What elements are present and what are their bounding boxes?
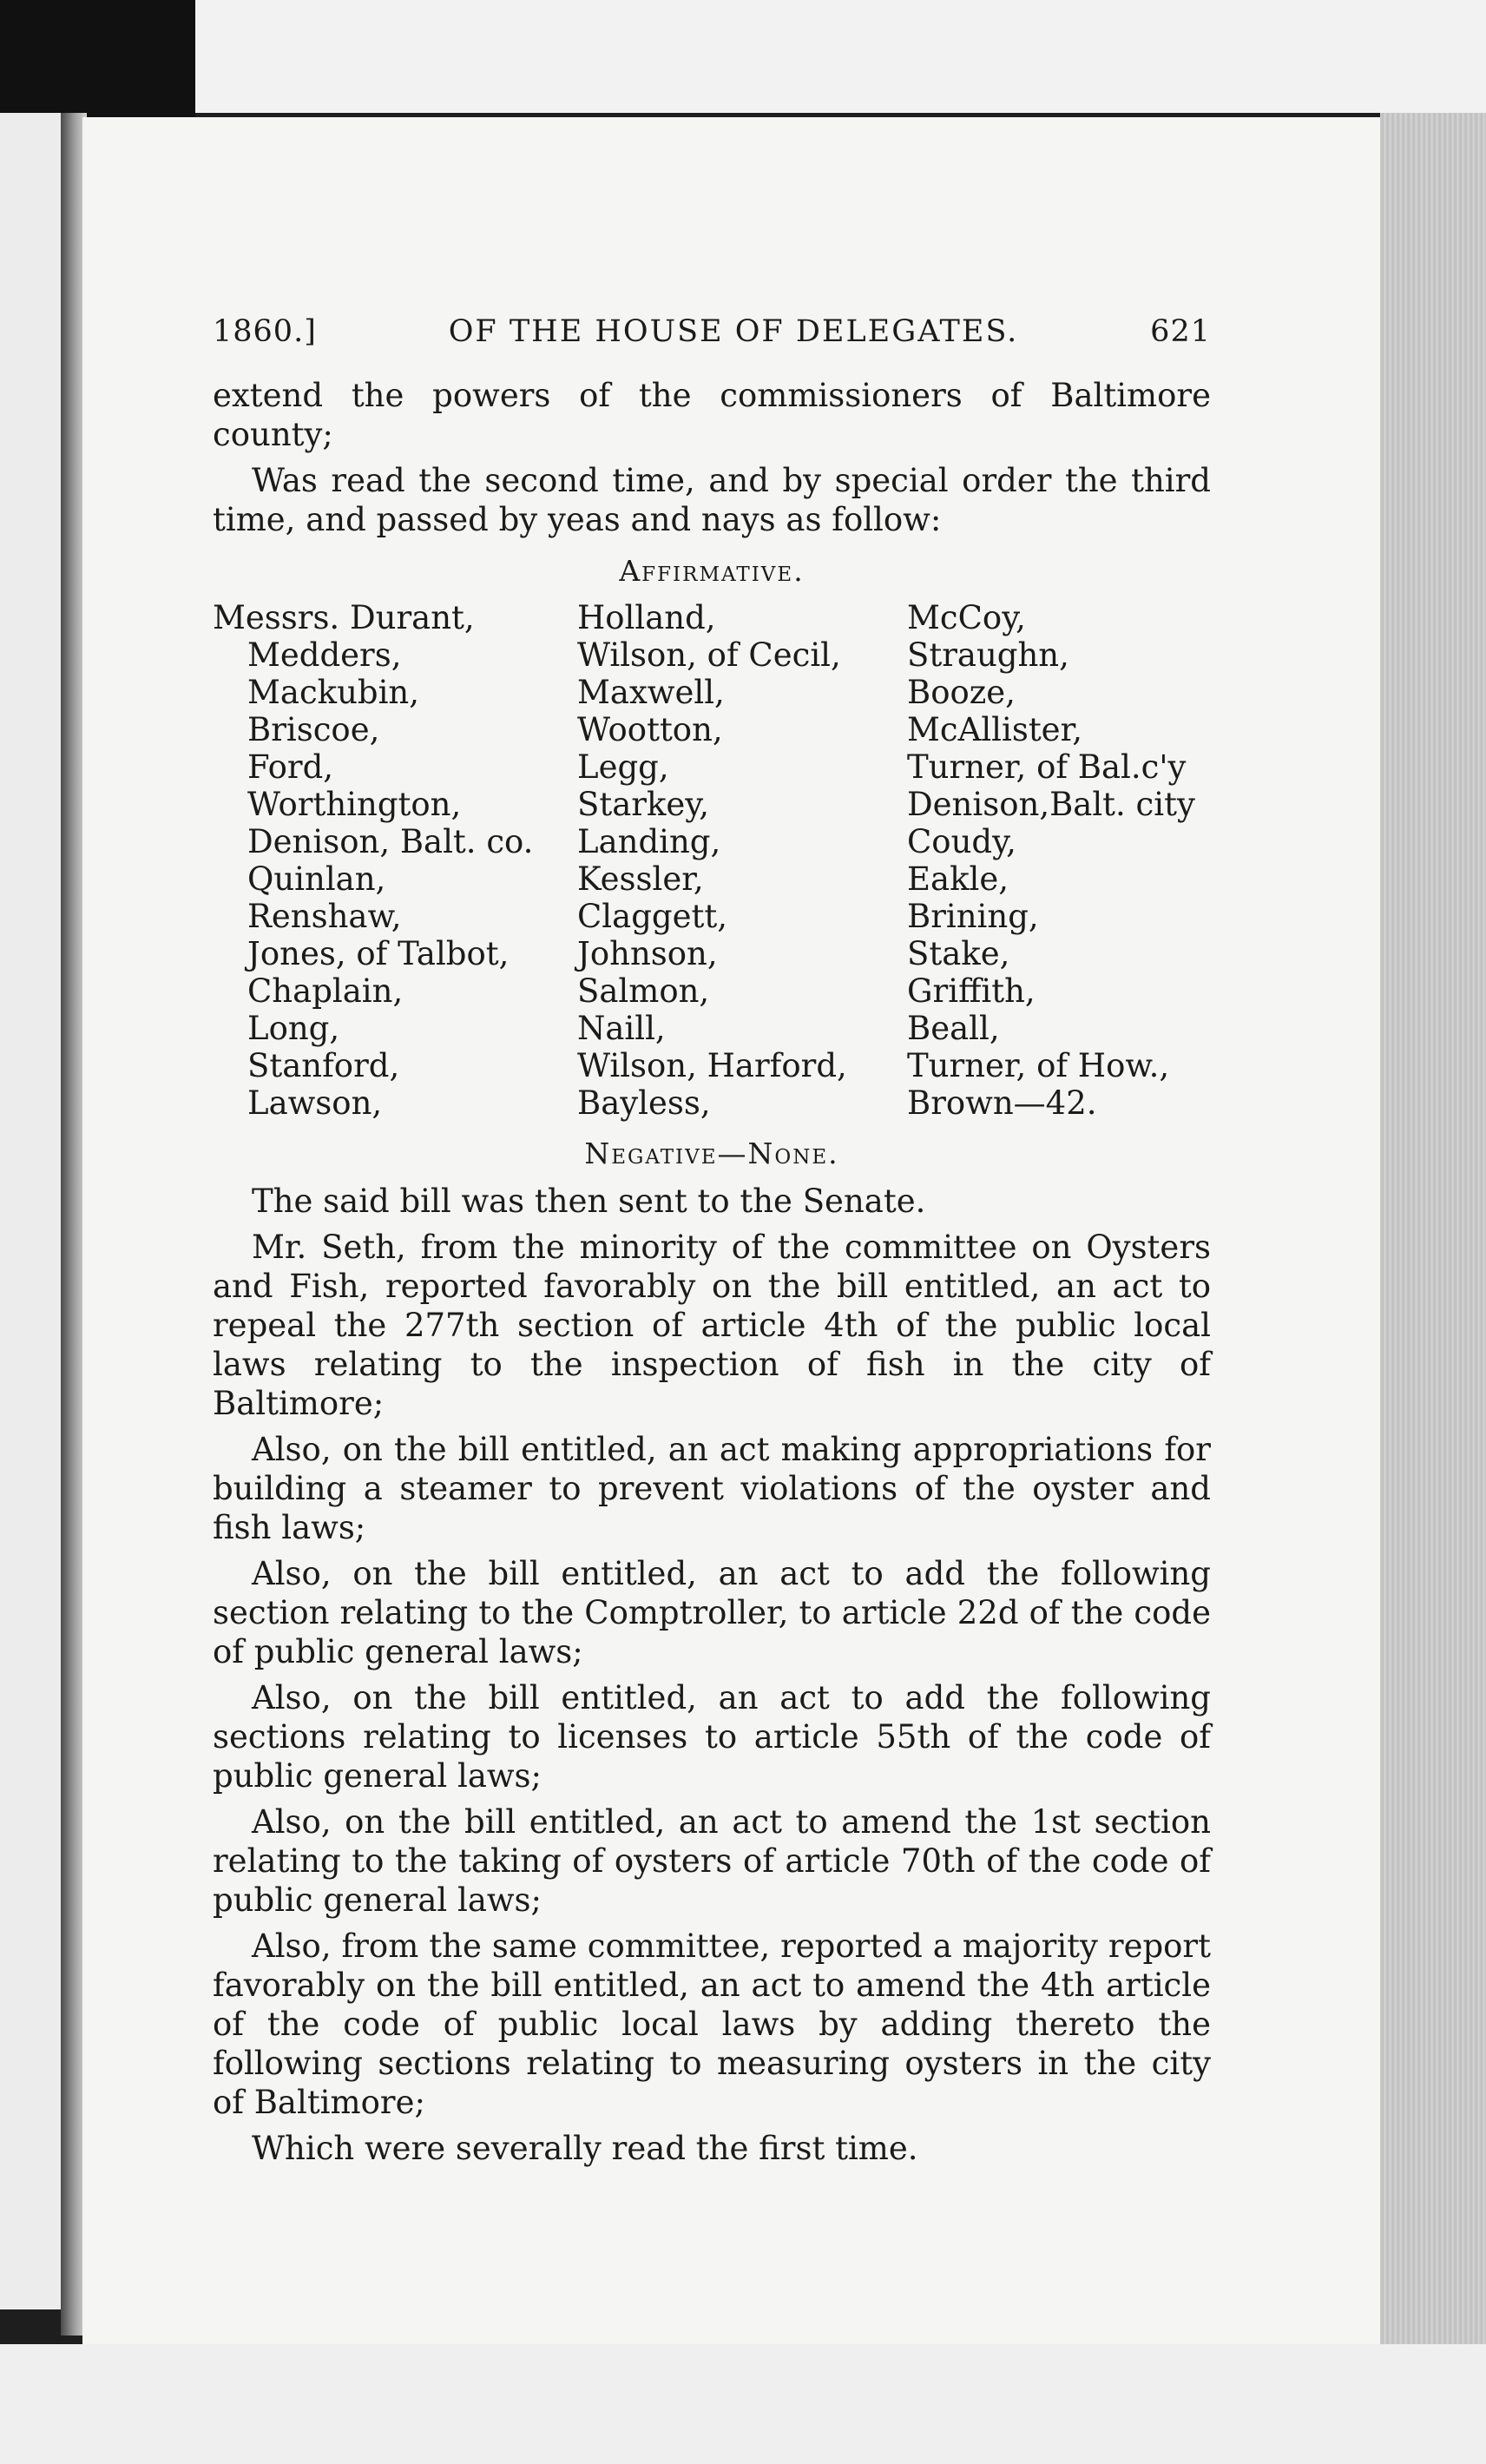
voter-name: Quinlan, (247, 860, 386, 898)
paragraph: Also, on the bill entitled, an act to add the following section relating to the Comptroller, to article 22d of the code of public general laws; (213, 1555, 1211, 1670)
voter-name: Turner, of Bal.c'y (907, 748, 1187, 786)
paragraph: Was read the second time, and by special order the third time, and passed by yeas and nays as follow: (213, 462, 1211, 538)
voter-name: Briscoe, (247, 711, 380, 748)
voter-name: Starkey, (577, 786, 710, 823)
voter-name: Brown—42. (907, 1084, 1097, 1122)
voter-name: Beall, (907, 1010, 1000, 1047)
paragraph: The said bill was then sent to the Senate. (252, 1183, 926, 1220)
voter-name: Kessler, (577, 860, 704, 898)
paragraph: Also, on the bill entitled, an act to amend the 1st section relating to the taking of oysters of article 70th of the code of public general laws; (213, 1803, 1211, 1919)
voter-name: Medders, (247, 636, 402, 674)
running-header (213, 313, 1211, 352)
voter-name: Salmon, (577, 972, 710, 1010)
paragraph: extend the powers of the commissioners of Baltimore county; (213, 377, 1211, 453)
voter-name: Turner, of How., (907, 1047, 1170, 1084)
left-page-edge (0, 113, 68, 2309)
voter-name: Wilson, Harford, (577, 1047, 847, 1084)
voter-name: Eakle, (907, 860, 1009, 898)
voter-name: Denison, Balt. co. (247, 823, 534, 860)
vote-column-3 (907, 599, 1211, 1122)
affirmative-heading: Affirmative. (619, 554, 805, 588)
affirmative-vote-list (213, 599, 1211, 1122)
voter-name: Landing, (577, 823, 721, 860)
header-title: OF THE HOUSE OF DELEGATES. (448, 314, 1019, 349)
voter-name: Mackubin, (247, 674, 420, 711)
bottom-background (0, 2344, 1486, 2464)
voter-name: Maxwell, (577, 674, 725, 711)
voter-name: Denison,Balt. city (907, 786, 1195, 823)
page-text (213, 313, 1211, 2175)
voter-name: Wootton, (577, 711, 723, 748)
voter-name: Ford, (247, 748, 334, 786)
voter-name: Messrs. Durant, (213, 599, 475, 636)
paragraph: Also, on the bill entitled, an act to add the following sections relating to licenses to article 55th of the code of public general laws; (213, 1679, 1211, 1795)
voter-name: Johnson, (577, 935, 718, 972)
voter-name: Booze, (907, 674, 1016, 711)
voter-name: Claggett, (577, 898, 727, 935)
voter-name: Lawson, (247, 1084, 383, 1122)
top-background (0, 0, 1486, 113)
voter-name: McCoy, (907, 599, 1026, 636)
vote-column-1 (213, 599, 577, 1122)
voter-name: Long, (247, 1010, 340, 1047)
voter-name: Wilson, of Cecil, (577, 636, 841, 674)
voter-name: McAllister, (907, 711, 1082, 748)
voter-name: Worthington, (247, 786, 462, 823)
voter-name: Renshaw, (247, 898, 402, 935)
voter-name: Naill, (577, 1010, 666, 1047)
voter-name: Chaplain, (247, 972, 404, 1010)
voter-name: Holland, (577, 599, 716, 636)
voter-name: Legg, (577, 748, 669, 786)
header-year: 1860.] (213, 314, 317, 349)
paragraph: Which were severally read the first time. (252, 2130, 918, 2167)
paragraph: Also, from the same committee, reported a majority report favorably on the bill entitled, an act to amend the 4th article of the code of public local laws by adding thereto the following sections relating to measuring oysters in the city of Baltimore; (213, 1927, 1211, 2121)
voter-name: Bayless, (577, 1084, 711, 1122)
paragraph: Also, on the bill entitled, an act making appropriations for building a steamer to prevent violations of the oyster and fish laws; (213, 1431, 1211, 1546)
voter-name: Jones, of Talbot, (247, 935, 510, 972)
voter-name: Griffith, (907, 972, 1036, 1010)
paragraph: Mr. Seth, from the minority of the committee on Oysters and Fish, reported favorably on the bill entitled, an act to repeal the 277th section of article 4th of the public local laws relating to the inspection of fish in the city of Baltimore; (213, 1229, 1211, 1422)
voter-name: Stake, (907, 935, 1010, 972)
voter-name: Coudy, (907, 823, 1016, 860)
voter-name: Stanford, (247, 1047, 400, 1084)
negative-heading: Negative—None. (584, 1136, 839, 1170)
page-stack-edge (1380, 113, 1486, 2344)
voter-name: Straughn, (907, 636, 1069, 674)
top-dark-corner (0, 0, 195, 122)
vote-column-2 (577, 599, 907, 1122)
page-number: 621 (1150, 314, 1211, 349)
voter-name: Brining, (907, 898, 1039, 935)
